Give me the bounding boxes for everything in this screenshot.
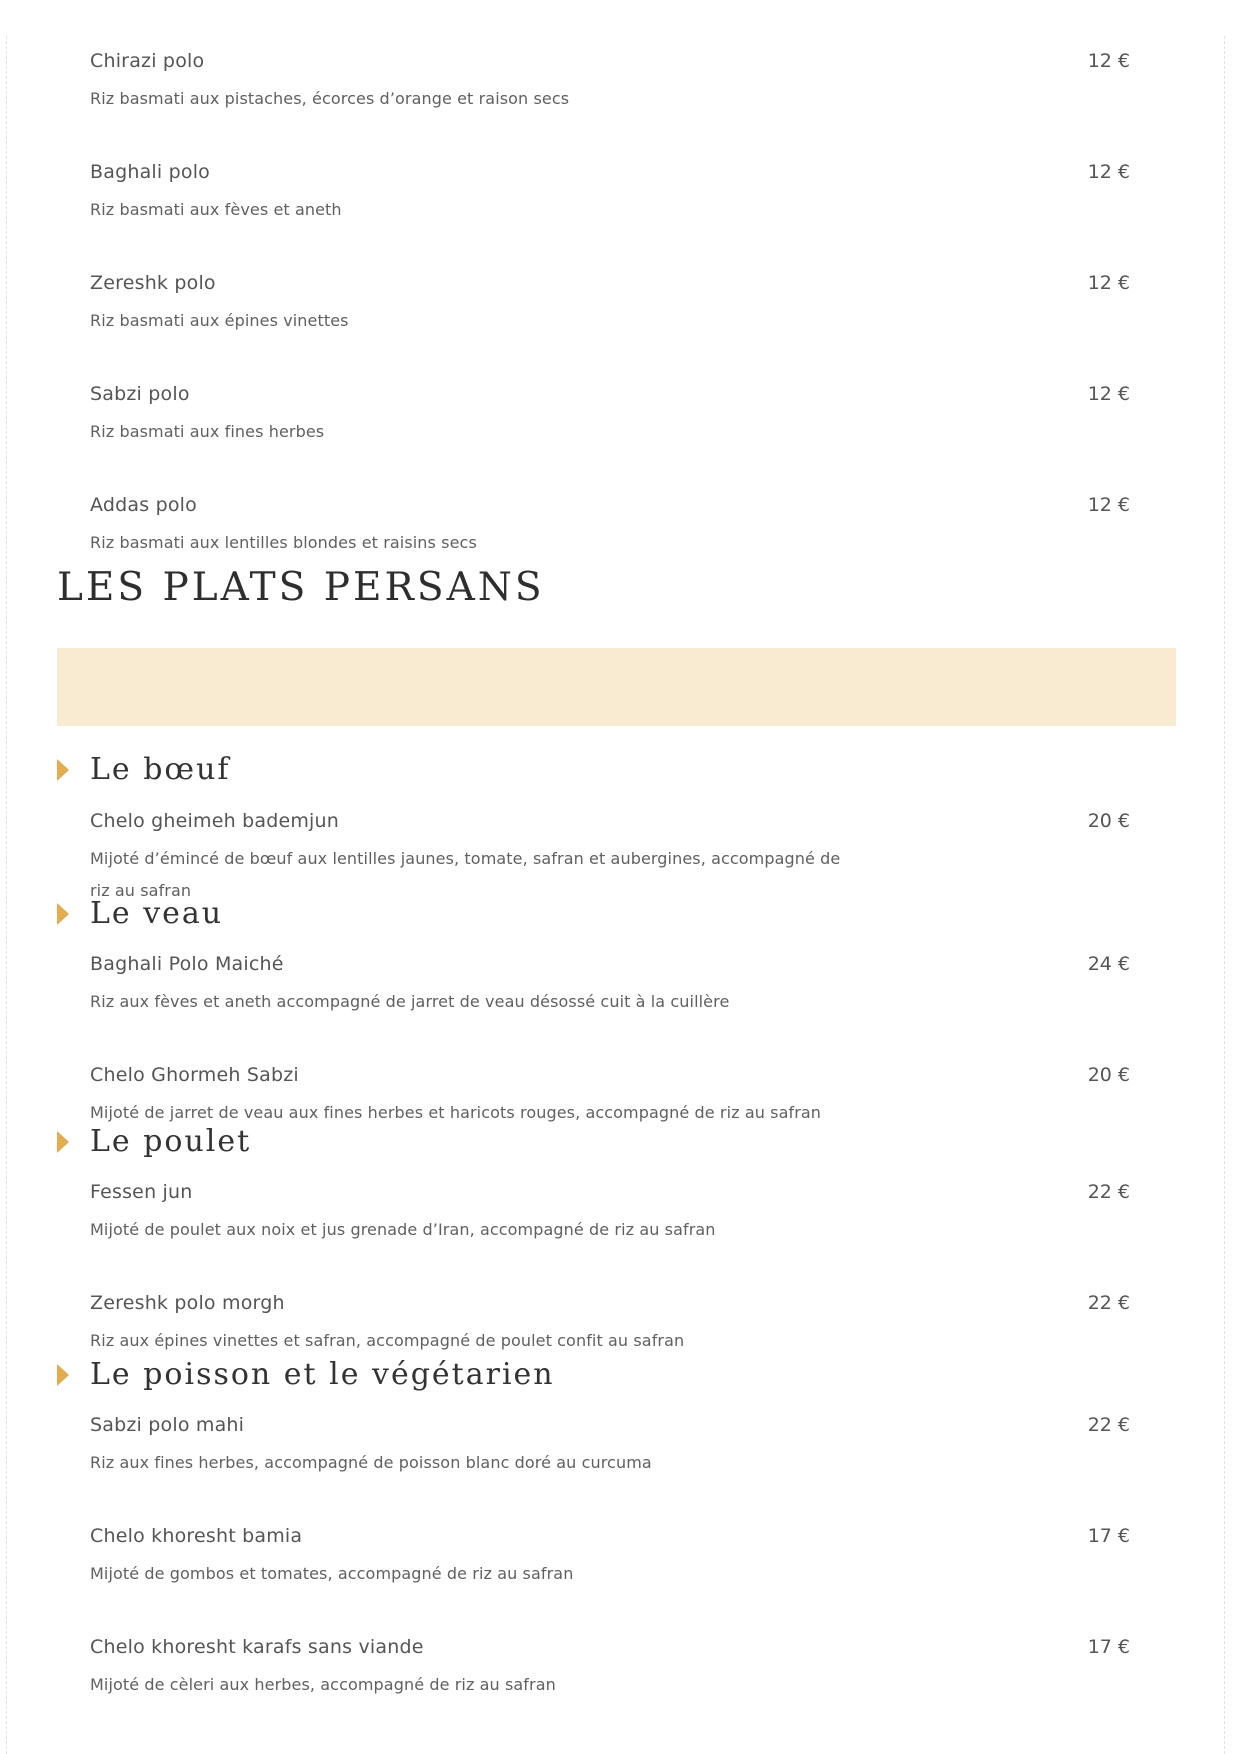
section-title: LES PLATS PERSANS [57, 565, 545, 610]
item-name: Fessen jun [90, 1181, 193, 1203]
item-price: 12 € [1087, 383, 1130, 405]
triangle-marker-icon [57, 903, 69, 925]
item-description: Riz basmati aux lentilles blondes et raisins secs [90, 533, 477, 552]
item-price: 22 € [1087, 1414, 1130, 1436]
category-title: Le bœuf [90, 752, 231, 787]
item-price: 12 € [1087, 161, 1130, 183]
item-price: 22 € [1087, 1181, 1130, 1203]
item-price: 24 € [1087, 953, 1130, 975]
item-price: 20 € [1087, 810, 1130, 832]
category-title: Le poulet [90, 1124, 252, 1159]
item-name: Sabzi polo mahi [90, 1414, 245, 1436]
item-description: Mijoté de gombos et tomates, accompagné de riz au safran [90, 1564, 574, 1583]
item-price: 17 € [1087, 1636, 1130, 1658]
item-name: Chirazi polo [90, 50, 205, 72]
triangle-marker-icon [57, 759, 69, 781]
item-price: 12 € [1087, 50, 1130, 72]
item-description: Riz basmati aux fines herbes [90, 422, 325, 441]
item-price: 17 € [1087, 1525, 1130, 1547]
item-price: 20 € [1087, 1064, 1130, 1086]
item-description: Riz basmati aux fèves et aneth [90, 200, 342, 219]
item-name: Baghali polo [90, 161, 211, 183]
item-description: Riz basmati aux épines vinettes [90, 311, 349, 330]
item-name: Chelo khoresht bamia [90, 1525, 303, 1547]
item-name: Baghali Polo Maiché [90, 953, 284, 975]
triangle-marker-icon [57, 1131, 69, 1153]
item-name: Zereshk polo [90, 272, 216, 294]
item-name: Chelo gheimeh bademjun [90, 810, 340, 832]
item-price: 22 € [1087, 1292, 1130, 1314]
item-name: Zereshk polo morgh [90, 1292, 285, 1314]
item-name: Addas polo [90, 494, 197, 516]
item-description: Mijoté d’émincé de bœuf aux lentilles jaunes, tomate, safran et aubergines, accompagné de riz au safran [90, 849, 841, 900]
category-title: Le veau [90, 896, 224, 931]
item-description: Riz aux épines vinettes et safran, accompagné de poulet confit au safran [90, 1331, 685, 1350]
section-banner [57, 648, 1176, 726]
page-border-left [6, 36, 7, 1754]
item-description: Riz aux fines herbes, accompagné de poisson blanc doré au curcuma [90, 1453, 652, 1472]
item-description: Mijoté de jarret de veau aux fines herbes et haricots rouges, accompagné de riz au safran [90, 1103, 822, 1122]
item-name: Sabzi polo [90, 383, 190, 405]
item-name: Chelo Ghormeh Sabzi [90, 1064, 299, 1086]
page-border-right [1224, 36, 1225, 1754]
item-description: Riz basmati aux pistaches, écorces d’orange et raison secs [90, 89, 570, 108]
category-title: Le poisson et le végétarien [90, 1357, 555, 1392]
item-price: 12 € [1087, 272, 1130, 294]
item-description: Mijoté de cèleri aux herbes, accompagné de riz au safran [90, 1675, 556, 1694]
item-description: Mijoté de poulet aux noix et jus grenade d’Iran, accompagné de riz au safran [90, 1220, 716, 1239]
item-name: Chelo khoresht karafs sans viande [90, 1636, 424, 1658]
item-description: Riz aux fèves et aneth accompagné de jarret de veau désossé cuit à la cuillère [90, 992, 730, 1011]
item-price: 12 € [1087, 494, 1130, 516]
triangle-marker-icon [57, 1364, 69, 1386]
